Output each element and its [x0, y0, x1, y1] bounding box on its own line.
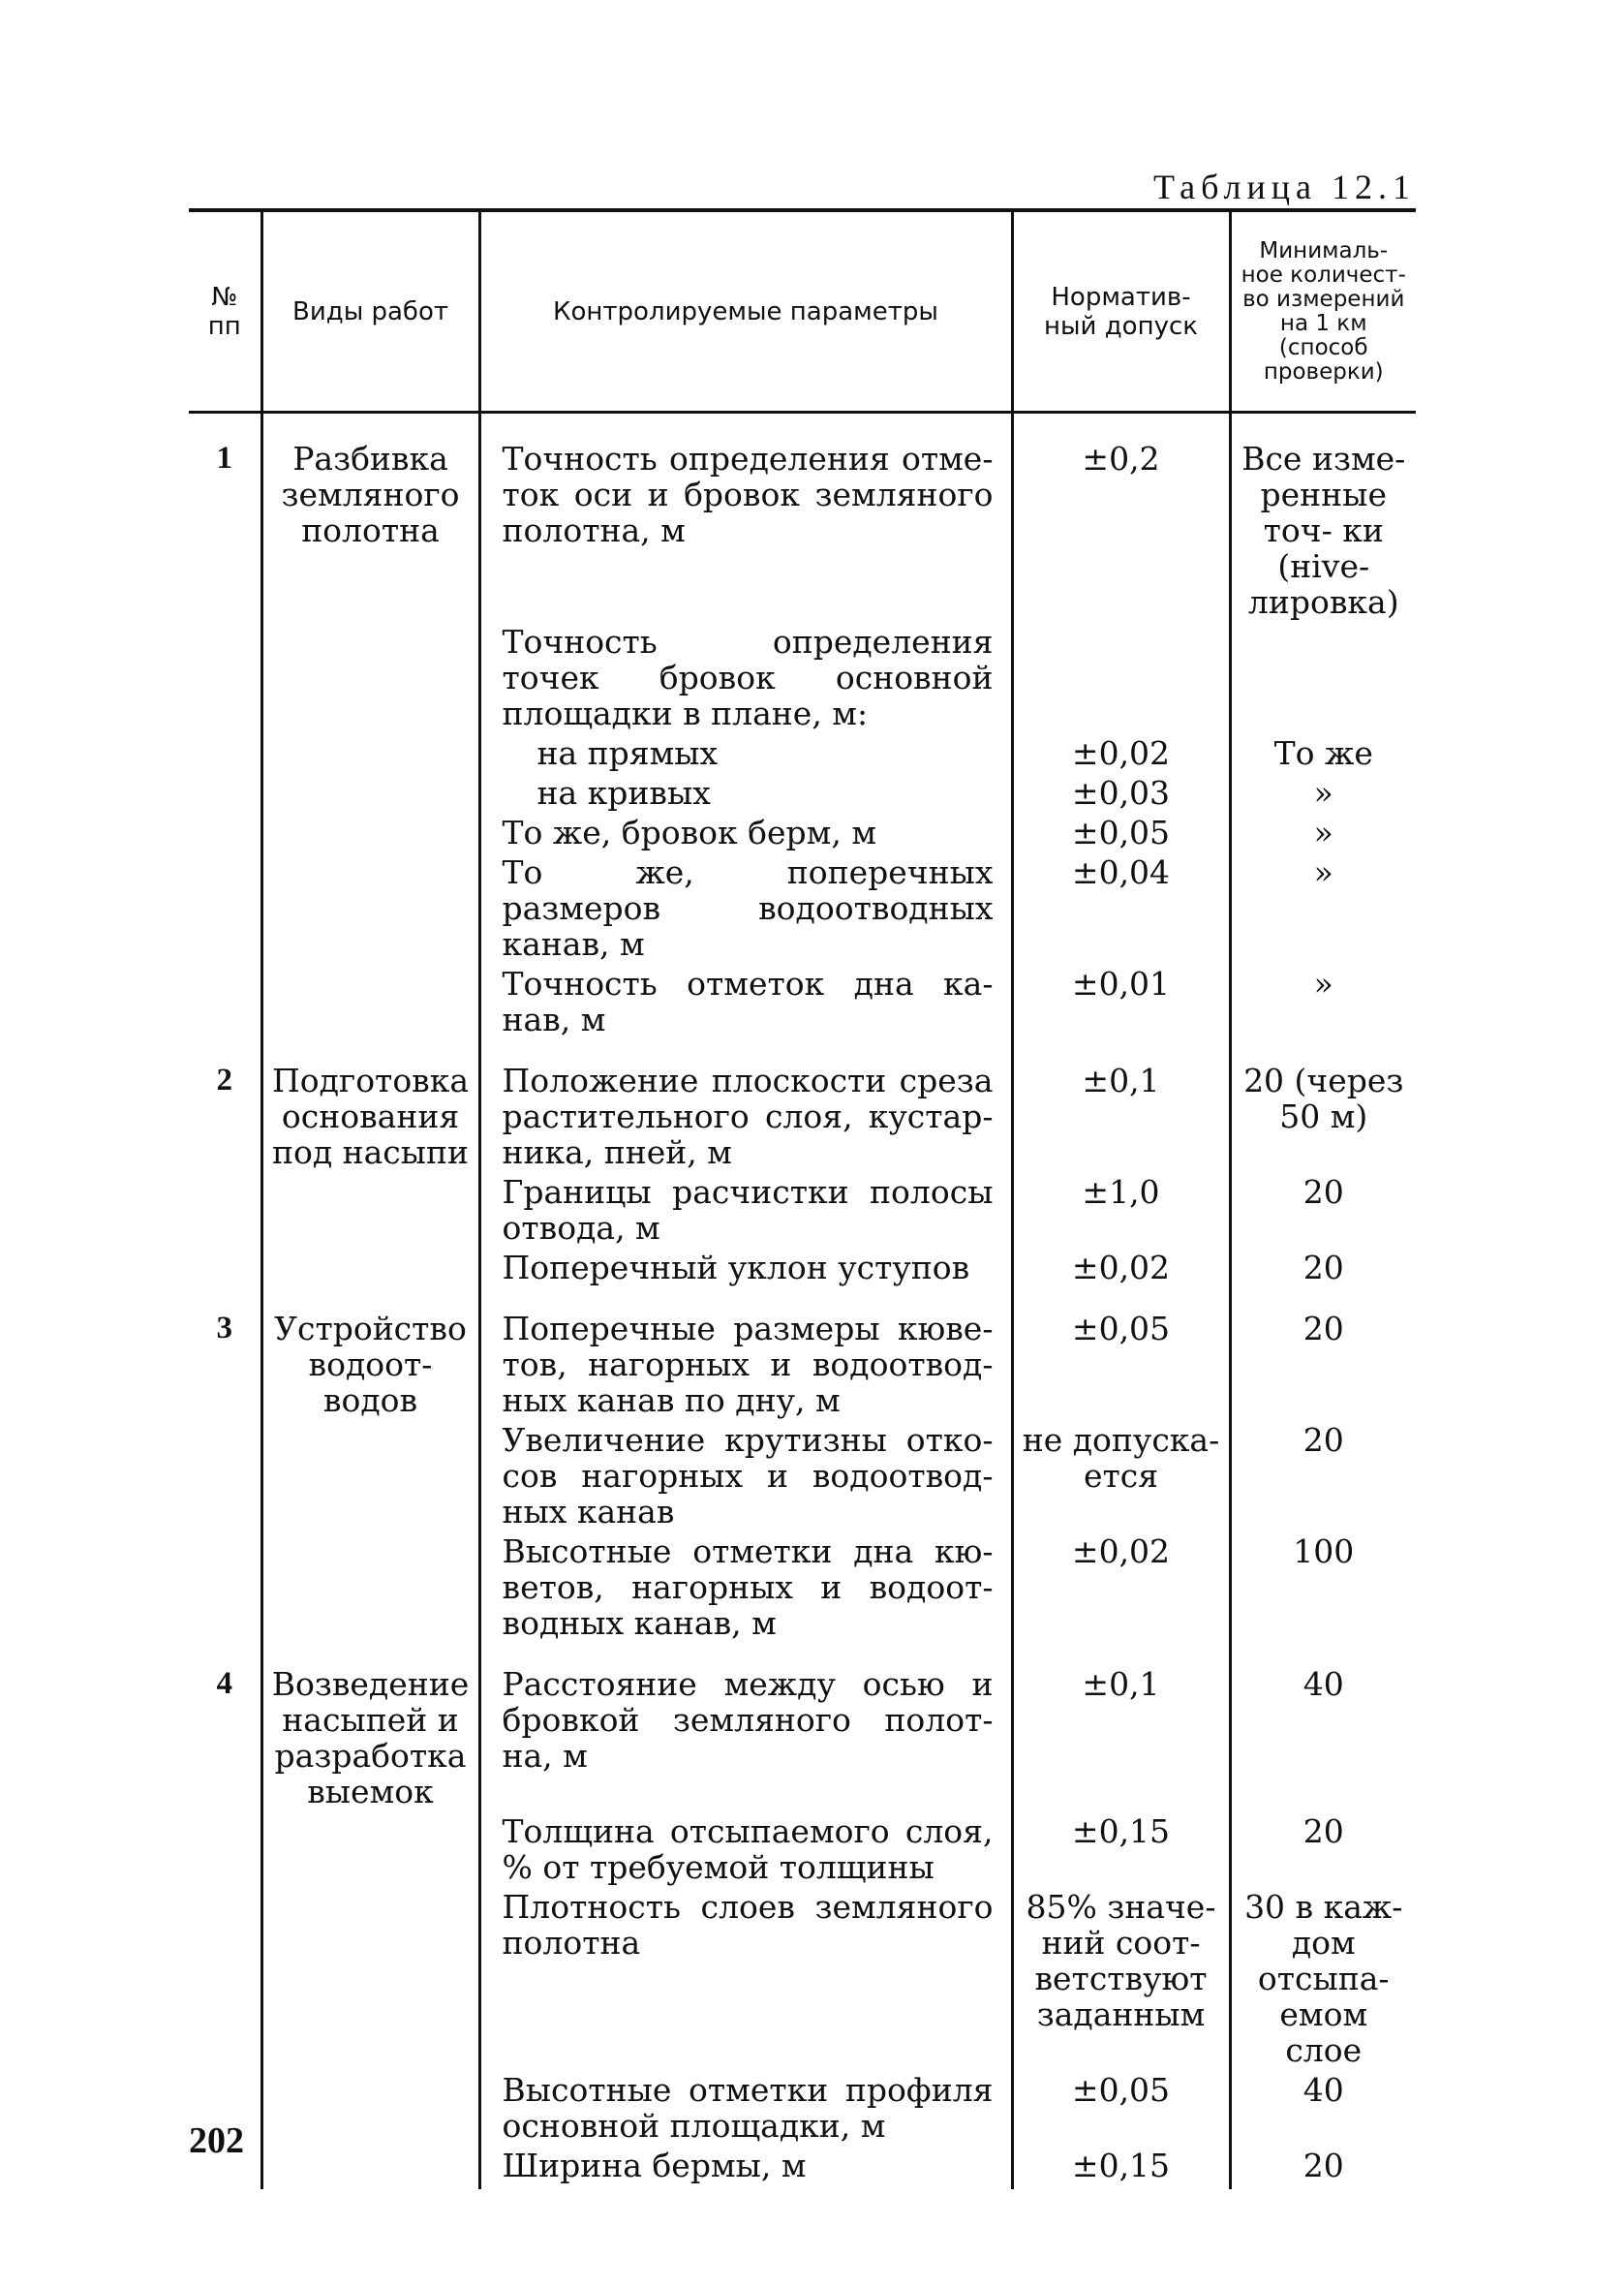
cell-param: То же, поперечных размеров водоотводных канав, м [479, 850, 1012, 962]
cell-tolerance: ±0,01 [1012, 962, 1230, 1037]
table-row [189, 962, 1416, 1037]
cell-param: Расстояние между осью и бровкой земляного полот- на, м [479, 1641, 1012, 1809]
table-row [189, 1418, 1416, 1530]
table-row [189, 1170, 1416, 1246]
cell-work: Подготовка основания под насыпи [261, 1037, 479, 1170]
cell-tolerance: ±0,15 [1012, 2144, 1230, 2189]
cell-param: Границы расчистки полосы отвода, м [479, 1170, 1012, 1246]
table-row [189, 1641, 1416, 1809]
cell-min-count: » [1230, 811, 1416, 850]
cell-work [261, 1809, 479, 1885]
cell-tolerance [1012, 620, 1230, 731]
cell-min-count: » [1230, 850, 1416, 962]
table-caption: Таблица 12.1 [1153, 168, 1416, 206]
cell-num [189, 731, 261, 771]
table-row [189, 771, 1416, 811]
header-param: Контролируемые параметры [479, 210, 1012, 413]
cell-min-count: 30 в каж- дом отсыпа- емом слое [1230, 1885, 1416, 2068]
page-number: 202 [189, 2120, 244, 2161]
cell-tolerance: ±0,05 [1012, 811, 1230, 850]
cell-param: Поперечный уклон уступов [479, 1246, 1012, 1285]
cell-tolerance: ±0,04 [1012, 850, 1230, 962]
table-row [189, 811, 1416, 850]
table-row [189, 1285, 1416, 1418]
cell-work [261, 771, 479, 811]
cell-param: Точность определения отме- ток оси и бровок земляного полотна, м [479, 413, 1012, 621]
cell-param: на кривых [479, 771, 1012, 811]
cell-work [261, 2144, 479, 2189]
cell-work [261, 1246, 479, 1285]
table-row [189, 620, 1416, 731]
cell-param: То же, бровок берм, м [479, 811, 1012, 850]
cell-num [189, 1530, 261, 1641]
cell-min-count: » [1230, 771, 1416, 811]
cell-min-count: 40 [1230, 2068, 1416, 2144]
cell-tolerance: не допуска- ется [1012, 1418, 1230, 1530]
cell-num [189, 620, 261, 731]
cell-num [189, 771, 261, 811]
cell-num: 1 [216, 441, 232, 476]
cell-min-count: 20 [1230, 1809, 1416, 1885]
cell-min-count: 20 (через 50 м) [1230, 1037, 1416, 1170]
cell-min-count: 40 [1230, 1641, 1416, 1809]
table-row [189, 1246, 1416, 1285]
cell-work [261, 1885, 479, 2068]
cell-num [189, 1809, 261, 1885]
cell-work [261, 850, 479, 962]
cell-param: Плотность слоев земляного полотна [479, 1885, 1012, 2068]
cell-tolerance: ±0,1 [1012, 1641, 1230, 1809]
header-num: № пп [189, 210, 261, 413]
cell-tolerance: ±0,05 [1012, 1285, 1230, 1418]
header-tolerance: Норматив- ный допуск [1012, 210, 1230, 413]
cell-param: Ширина бермы, м [479, 2144, 1012, 2189]
table-row [189, 1885, 1416, 2068]
cell-tolerance: ±0,05 [1012, 2068, 1230, 2144]
cell-num: 2 [216, 1063, 232, 1098]
cell-num: 4 [216, 1666, 232, 1701]
cell-work [261, 811, 479, 850]
cell-tolerance: ±0,02 [1012, 1246, 1230, 1285]
cell-min-count: 20 [1230, 2144, 1416, 2189]
table-row [189, 2144, 1416, 2189]
cell-tolerance: ±0,02 [1012, 1530, 1230, 1641]
cell-min-count: 20 [1230, 1285, 1416, 1418]
cell-min-count [1230, 620, 1416, 731]
cell-min-count: 20 [1230, 1418, 1416, 1530]
cell-param: Поперечные размеры кюве- тов, нагорных и водоотвод- ных канав по дну, м [479, 1285, 1012, 1418]
cell-num [189, 1885, 261, 2068]
table-header-row [189, 210, 1416, 413]
cell-work [261, 731, 479, 771]
cell-num [189, 962, 261, 1037]
table-row [189, 413, 1416, 621]
cell-tolerance: ±0,02 [1012, 731, 1230, 771]
cell-tolerance: ±1,0 [1012, 1170, 1230, 1246]
header-work: Виды работ [261, 210, 479, 413]
cell-num [189, 1418, 261, 1530]
cell-work [261, 2068, 479, 2144]
cell-work: Возведение насыпей и разработка выемок [261, 1641, 479, 1809]
cell-tolerance: ±0,15 [1012, 1809, 1230, 1885]
table-row [189, 1037, 1416, 1170]
cell-work [261, 1170, 479, 1246]
cell-min-count: 100 [1230, 1530, 1416, 1641]
cell-tolerance: ±0,1 [1012, 1037, 1230, 1170]
cell-num [189, 811, 261, 850]
cell-param: Высотные отметки профиля основной площадки, м [479, 2068, 1012, 2144]
cell-param: Точность определения точек бровок основной площадки в плане, м: [479, 620, 1012, 731]
cell-work: Устройство водоот- водов [261, 1285, 479, 1418]
cell-min-count: Все изме- ренные точ- ки (нive- лировка) [1230, 413, 1416, 621]
cell-min-count: 20 [1230, 1246, 1416, 1285]
cell-min-count: » [1230, 962, 1416, 1037]
table-row [189, 1809, 1416, 1885]
table-row [189, 731, 1416, 771]
table-row [189, 1530, 1416, 1641]
cell-param: Высотные отметки дна кю- ветов, нагорных и водоот- водных канав, м [479, 1530, 1012, 1641]
table-container [189, 208, 1416, 2189]
cell-min-count: 20 [1230, 1170, 1416, 1246]
cell-tolerance: ±0,03 [1012, 771, 1230, 811]
cell-tolerance: 85% значе- ний соот- ветствуют заданным [1012, 1885, 1230, 2068]
cell-work [261, 1418, 479, 1530]
cell-param: на прямых [479, 731, 1012, 771]
cell-param: Положение плоскости среза растительного слоя, кустар- ника, пней, м [479, 1037, 1012, 1170]
cell-param: Толщина отсыпаемого слоя, % от требуемой толщины [479, 1809, 1012, 1885]
cell-work [261, 962, 479, 1037]
cell-min-count: То же [1230, 731, 1416, 771]
cell-work [261, 1530, 479, 1641]
control-parameters-table [189, 208, 1416, 2189]
cell-work [261, 620, 479, 731]
cell-work: Разбивка земляного полотна [261, 413, 479, 621]
cell-tolerance: ±0,2 [1012, 413, 1230, 621]
table-row [189, 2068, 1416, 2144]
cell-param: Точность отметок дна ка- нав, м [479, 962, 1012, 1037]
cell-num [189, 1170, 261, 1246]
cell-num [189, 1246, 261, 1285]
table-row [189, 850, 1416, 962]
cell-num [189, 850, 261, 962]
cell-num: 3 [216, 1311, 232, 1345]
cell-param: Увеличение крутизны отко- сов нагорных и водоотвод- ных канав [479, 1418, 1012, 1530]
header-min-count: Минималь- ное количест- во измерений на 1 км (способ проверки) [1230, 210, 1416, 413]
